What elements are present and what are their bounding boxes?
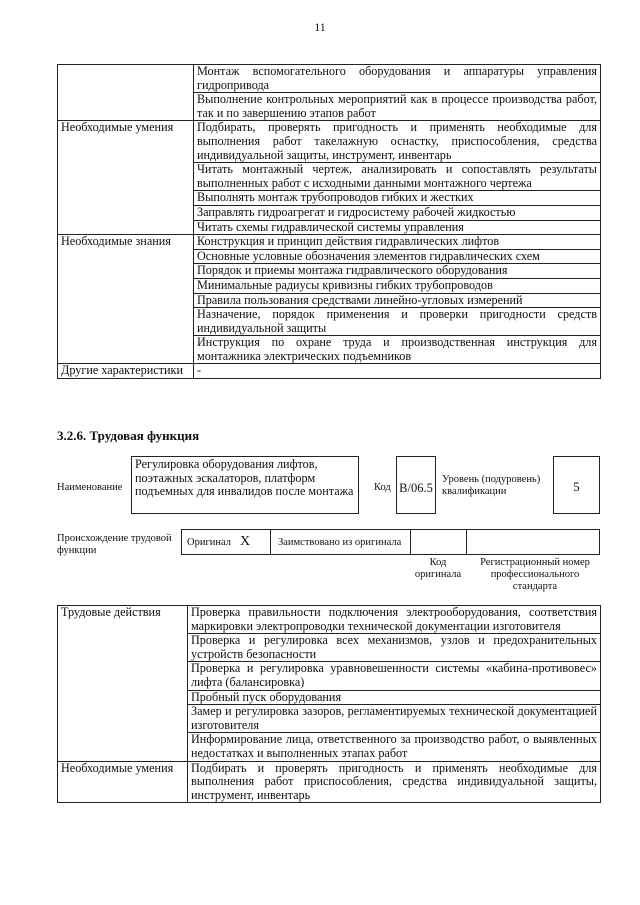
table-cell: Пробный пуск оборудования [188,690,601,705]
row-label: Другие характеристики [58,364,194,379]
labor-actions-table [57,605,601,803]
table-cell: Порядок и приемы монтажа гидравлического оборудования [194,264,601,279]
page-number: 11 [314,20,326,34]
table-cell: Минимальные радиусы кривизны гибких трубопроводов [194,278,601,293]
table-cell: Проверка правильности подключения электрооборудования, соответствия маркировки электропроводки технической документации изготовителя [188,606,601,634]
registration-caption: Регистрационный номер профессионального стандарта [480,557,590,592]
table-cell: - [194,364,601,379]
table-row [58,761,601,803]
table-row [58,606,601,634]
section-heading: 3.2.6. Трудовая функция [57,428,200,443]
origin-label: Происхождение трудовой функции [57,533,172,556]
table-cell: Инструкция по охране труда и производственная инструкция для монтажника электрических подъемников [194,336,601,364]
table-cell: Проверка и регулировка всех механизмов, узлов и предохранительных устройств безопасности [188,634,601,662]
original-checkmark: X [240,534,251,549]
table-row [58,65,601,93]
table-cell: Проверка и регулировка уравновешенности системы «кабина-противовес» лифта (балансировка) [188,662,601,690]
table-cell: Выполнение контрольных мероприятий как в процессе производства работ, так и по завершению этапов работ [194,93,601,121]
table-cell: Основные условные обозначения элементов гидравлических схем [194,249,601,264]
table-cell: Правила пользования средствами линейно-угловых измерений [194,293,601,308]
table-cell: Замер и регулировка зазоров, регламентируемых технической документацией изготовителя [188,705,601,733]
row-label: Трудовые действия [58,606,188,762]
table-cell: Монтаж вспомогательного оборудования и аппаратуры управления гидропривода [194,65,601,93]
code-value: В/06.5 [396,456,436,514]
table-cell: Подбирать и проверять пригодность и применять необходимые для выполнения работ приспособления, средства индивидуальной защиты, инструмент, инвентарь [188,761,601,803]
table-row [58,235,601,250]
table-cell: Выполнять монтаж трубопроводов гибких и жестких [194,191,601,206]
table-cell: Назначение, порядок применения и проверки пригодности средств индивидуальной защиты [194,308,601,336]
level-value: 5 [553,456,600,514]
row-label: Необходимые знания [58,235,194,364]
original-label: Оригинал [187,537,231,548]
borrowed-label: Заимствовано из оригинала [278,537,402,548]
table-cell: Информирование лица, ответственного за производство работ, о выявленных недостатках и выполненных этапах работ [188,733,601,761]
table-row [58,364,601,379]
code-caption: Код оригинала [414,557,462,580]
code-label: Код [374,482,391,493]
table-row [58,121,601,163]
row-label: Необходимые умения [58,761,188,803]
requirements-table [57,64,601,379]
table-cell: Заправлять гидроагрегат и гидросистему рабочей жидкостью [194,205,601,220]
level-label: Уровень (подуровень) квалификации [442,474,541,497]
table-cell: Подбирать, проверять пригодность и применять необходимые для выполнения работ такелажную оснастку, приспособления, средства индивидуальной защиты, инструмент, инвентарь [194,121,601,163]
table-cell: Читать схемы гидравлической системы управления [194,220,601,235]
function-name-value: Регулировка оборудования лифтов, поэтажных эскалаторов, платформ подъемных для инвалидов после монтажа [131,456,359,514]
table-cell: Конструкция и принцип действия гидравлических лифтов [194,235,601,250]
name-label: Наименование [57,482,123,493]
table-cell: Читать монтажный чертеж, анализировать и сопоставлять результаты выполненных работ с исходными данными монтажного чертежа [194,163,601,191]
row-label: Необходимые умения [58,121,194,235]
row-label [58,65,194,121]
